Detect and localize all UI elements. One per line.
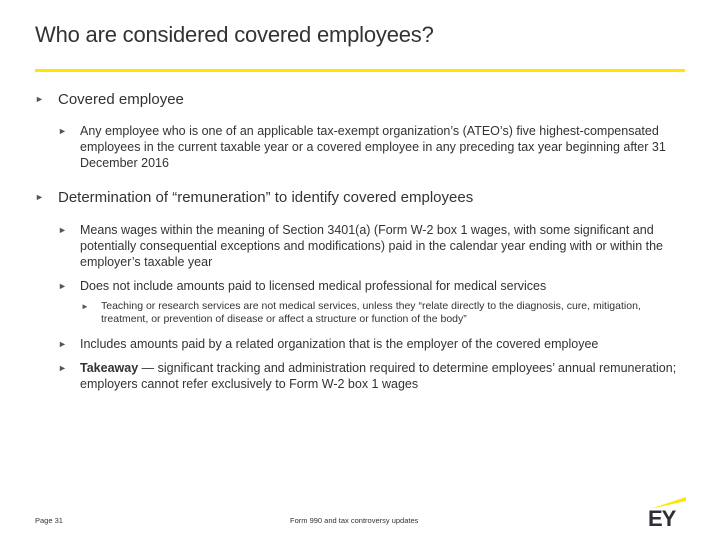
title-underline bbox=[35, 69, 685, 72]
slide-title: Who are considered covered employees? bbox=[35, 22, 434, 47]
bullet-text: Covered employee bbox=[58, 91, 184, 108]
bullet-arrow-icon: ► bbox=[81, 302, 89, 311]
bullet-arrow-icon: ► bbox=[58, 126, 67, 136]
sub-sub-bullet-teaching bbox=[35, 300, 685, 326]
sub-bullet-takeaway bbox=[35, 360, 685, 392]
sub-bullet-definition bbox=[35, 123, 685, 171]
bullet-text: Determination of “remuneration” to identify covered employees bbox=[58, 189, 474, 206]
bullet-arrow-icon: ► bbox=[58, 339, 67, 349]
bullet-text: Includes amounts paid by a related organization that is the employer of the covered employee bbox=[80, 337, 599, 351]
sub-bullet-related-org bbox=[35, 336, 685, 352]
bullet-text: Any employee who is one of an applicable tax-exempt organization’s (ATEO’s) five highest-compensated employees in the current taxable year or a covered employee in any preceding tax year beginning after 31 December 2016 bbox=[80, 124, 666, 170]
bullet-text: Does not include amounts paid to licensed medical professional for medical services bbox=[80, 279, 547, 293]
logo-text: EY bbox=[648, 506, 676, 531]
sub-bullet-wages bbox=[35, 222, 685, 270]
bullet-arrow-icon: ► bbox=[35, 192, 44, 202]
bullet-covered-employee bbox=[35, 90, 685, 109]
bullet-arrow-icon: ► bbox=[35, 94, 44, 104]
takeaway-label: Takeaway bbox=[80, 361, 139, 375]
sub-bullet-medical bbox=[35, 278, 685, 294]
bullet-text: Teaching or research services are not medical services, unless they “relate directly to the diagnosis, cure, mitigation, treatment, or prevention of disease or affect a structure or function of the body” bbox=[101, 300, 641, 325]
bullet-list bbox=[35, 90, 685, 392]
page-number: Page 31 bbox=[35, 516, 63, 525]
ey-logo bbox=[648, 496, 688, 532]
bullet-remuneration bbox=[35, 188, 685, 207]
footer-caption: Form 990 and tax controversy updates bbox=[290, 516, 419, 525]
bullet-arrow-icon: ► bbox=[58, 225, 67, 235]
bullet-arrow-icon: ► bbox=[58, 281, 67, 291]
bullet-text: — significant tracking and administration required to determine employees’ annual remuneration; employers cannot refer exclusively to Form W-2 box 1 wages bbox=[80, 361, 677, 391]
bullet-arrow-icon: ► bbox=[58, 363, 67, 373]
bullet-text: Means wages within the meaning of Section 3401(a) (Form W-2 box 1 wages, with some significant and potentially consequential exceptions and modifications) paid in the calendar year ending with or within the employer’s taxable year bbox=[80, 223, 663, 269]
